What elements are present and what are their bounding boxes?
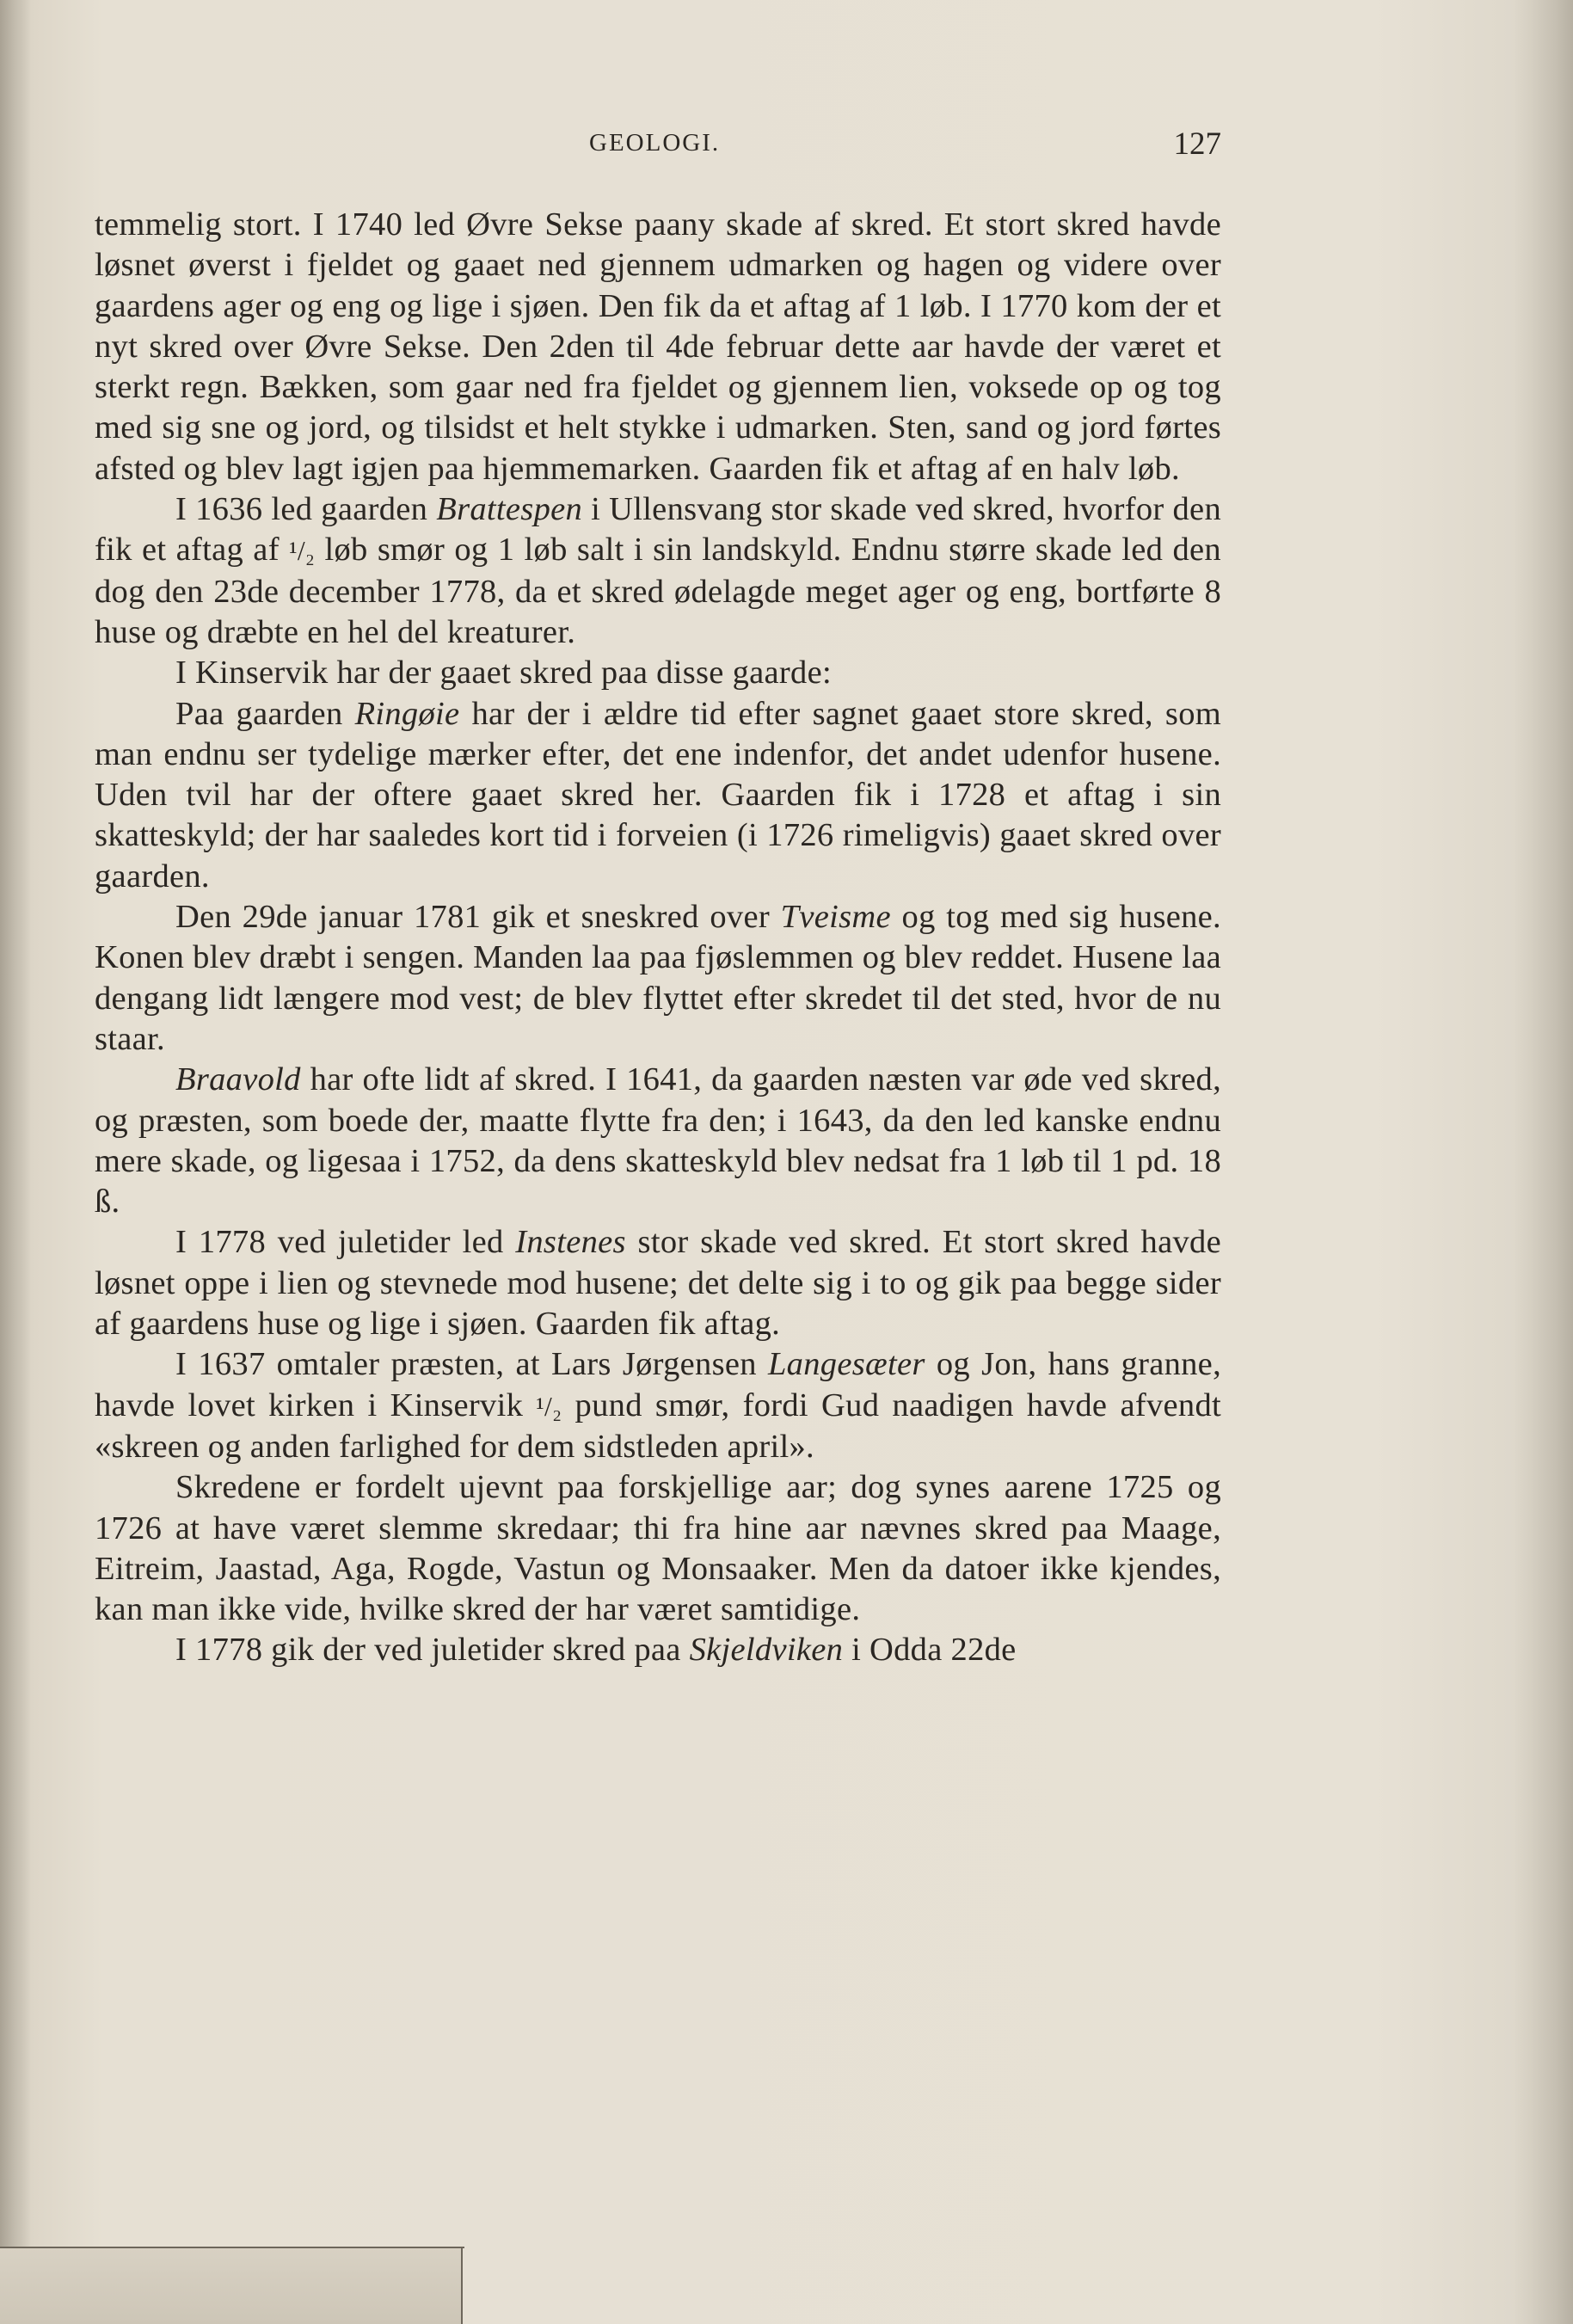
paragraph — [95, 1467, 1221, 1630]
paragraph — [95, 1344, 1221, 1467]
text-run: og tog med sig husene. Konen blev dræbt i sengen. Manden laa paa fjøslemmen og blev reddet. Husene laa dengang lidt længere mod vest; de blev flyttet efter skredet til det sted, hvor de nu staar. — [95, 899, 1221, 1057]
paragraph — [95, 653, 1221, 693]
body-text — [95, 205, 1221, 1671]
place-name: Ringøie — [354, 695, 460, 732]
scan-bottom-strip — [0, 2248, 461, 2324]
text-run: løb smør og 1 løb salt i sin landskyld. Endnu større skade led den dog den 23de december 1778, da et skred ødelagde meget ager og eng, bortførte 8 huse og dræbte en hel del kreaturer. — [95, 532, 1221, 650]
fraction: ¹/₂ — [536, 1391, 562, 1422]
text-run: har der i ældre tid efter sagnet gaaet store skred, som man endnu ser tydelige mærker efter, det ene indenfor, det andet udenfor husene. Uden tvil har der oftere gaaet skred her. Gaarden fik i 1728 et aftag i sin skatteskyld; der har saaledes kort tid i forveien (i 1726 rimeligvis) gaaet skred over gaarden. — [95, 695, 1221, 895]
scan-bottom-rule — [0, 2247, 464, 2248]
place-name: Langesæter — [767, 1346, 925, 1383]
text-run: Paa gaarden — [175, 695, 355, 732]
text-run: I 1637 omtaler præsten, at Lars Jørgensen — [175, 1346, 768, 1383]
text-run: I 1636 led gaarden — [175, 491, 437, 528]
text-run: har ofte lidt af skred. I 1641, da gaarden næsten var øde ved skred, og præsten, som boede der, maatte flytte fra den; i 1643, da den led kanske endnu mere skade, og ligesaa i 1752, da dens skatteskyld blev nedsat fra 1 løb til 1 pd. 18 ß. — [95, 1061, 1221, 1220]
paragraph — [95, 489, 1221, 653]
text-run: pund smør, fordi Gud naadigen havde afvendt «skreen og anden farlighed for dem sidstleden april». — [95, 1386, 1221, 1465]
fraction: ¹/₂ — [289, 536, 316, 567]
scan-bottom-rule-vertical — [461, 2247, 463, 2324]
place-name: Skjeldviken — [689, 1632, 844, 1669]
paragraph — [95, 694, 1221, 897]
place-name: Tveisme — [780, 899, 891, 936]
paragraph — [95, 205, 1221, 489]
paragraph — [95, 1060, 1221, 1222]
text-run: Den 29de januar 1781 gik et sneskred over — [175, 899, 781, 936]
paragraph — [95, 1222, 1221, 1344]
header-title: GEOLOGI. — [589, 129, 721, 157]
text-run: I 1778 ved juletider led — [175, 1224, 516, 1261]
text-run: I Kinservik har der gaaet skred paa disse gaarde: — [175, 655, 832, 692]
text-run: Skredene er fordelt ujevnt paa forskjellige aar; dog synes aarene 1725 og 1726 at have været slemme skredaar; thi fra hine aar nævnes skred paa Maage, Eitreim, Jaastad, Aga, Rogde, Vastun og Monsaaker. Men da datoer ikke kjendes, kan man ikke vide, hvilke skred der har været samtidige. — [95, 1469, 1221, 1628]
place-name: Brattespen — [436, 491, 583, 528]
paragraph — [95, 897, 1221, 1060]
place-name: Instenes — [515, 1224, 626, 1261]
text-run: i Ullensvang stor skade ved skred, hvorfor den fik et aftag af — [95, 491, 1221, 569]
text-run: i Odda 22de — [843, 1632, 1017, 1669]
page-edge-shadow — [1513, 0, 1573, 2324]
text-run: stor skade ved skred. Et stort skred havde løsnet oppe i lien og stevnede mod husene; det delte sig i to og gik paa begge sider af gaardens huse og lige i sjøen. Gaarden fik aftag. — [95, 1224, 1221, 1343]
page-number: 127 — [1173, 126, 1221, 162]
text-run: temmelig stort. I 1740 led Øvre Sekse paany skade af skred. Et stort skred havde løsnet øverst i fjeldet og gaaet ned gjennem udmarken og hagen og videre over gaardens ager og eng og lige i sjøen. Den fik da et aftag af 1 løb. I 1770 kom der et nyt skred over Øvre Sekse. Den 2den til 4de februar dette aar havde der været et sterkt regn. Bækken, som gaar ned fra fjeldet og gjennem lien, voksede op og tog med sig sne og jord, og tilsidst et helt stykke i udmarken. Sten, sand og jord førtes afsted og blev lagt igjen paa hjemmemarken. Gaarden fik et aftag af en halv løb. — [95, 206, 1221, 487]
place-name: Braavold — [175, 1061, 301, 1098]
text-run: I 1778 gik der ved juletider skred paa — [175, 1632, 690, 1669]
text-run: og Jon, hans granne, havde lovet kirken i Kinservik — [95, 1346, 1221, 1423]
running-header — [95, 126, 1221, 172]
page-binding-shadow — [0, 0, 31, 2324]
paragraph — [95, 1630, 1221, 1670]
